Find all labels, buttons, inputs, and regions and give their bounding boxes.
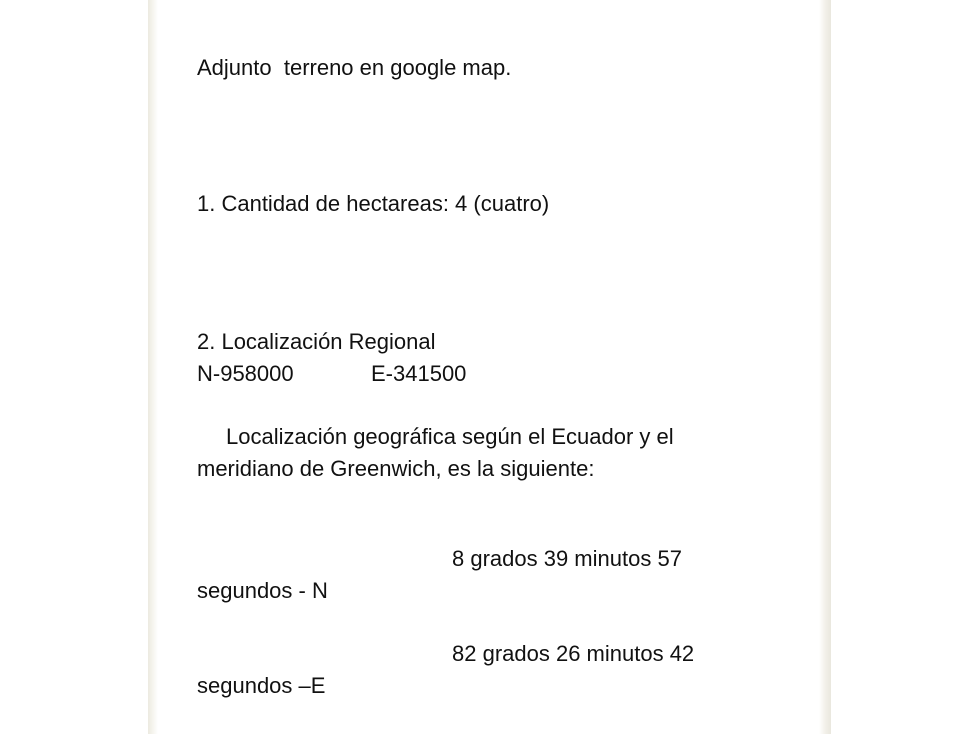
longitude-line1: 82 grados 26 minutos 42 — [452, 641, 695, 666]
coordinate-north: N-958000 — [197, 361, 294, 386]
page-right-edge — [819, 0, 831, 734]
longitude-line2: segundos –E — [197, 673, 326, 698]
hectares-item: 1. Cantidad de hectareas: 4 (cuatro) — [197, 191, 550, 216]
coordinate-east: E-341500 — [371, 361, 467, 386]
document-page — [158, 0, 819, 734]
regional-location-heading: 2. Localización Regional — [197, 329, 436, 354]
page-left-edge — [148, 0, 158, 734]
geo-location-intro-line2: meridiano de Greenwich, es la siguiente: — [197, 456, 595, 481]
latitude-line1: 8 grados 39 minutos 57 — [452, 546, 682, 571]
latitude-line2: segundos - N — [197, 578, 328, 603]
attachment-note: Adjunto terreno en google map. — [197, 55, 512, 80]
geo-location-intro-line1: Localización geográfica según el Ecuador y el — [226, 424, 674, 449]
